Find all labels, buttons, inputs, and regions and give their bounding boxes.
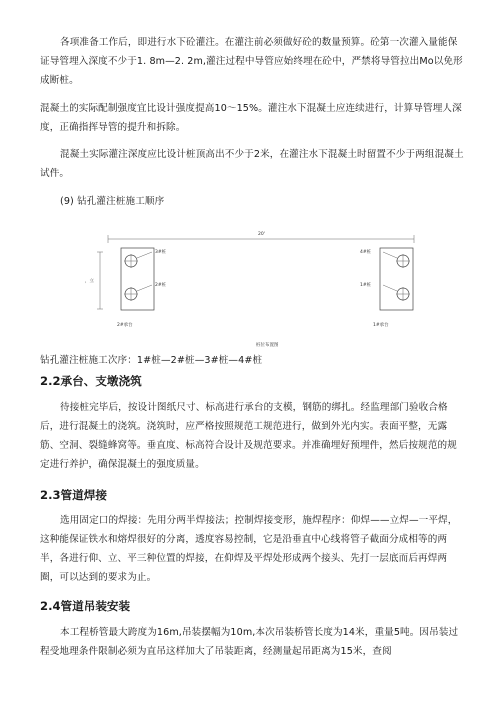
paragraph-hoisting: 本工程桥管最大跨度为16m,吊装摆幅为10m,本次吊装桥管长度为14米，重量5吨。因吊装过程受地理条件限制必须为直吊这样加大了吊装距离，经测量起吊距离为15米，查阅	[40, 627, 459, 657]
label-cap-1: 1#承台	[373, 323, 389, 328]
paragraph-cap-pour: 待接桩完毕后，按设计图纸尺寸、标高进行承台的支模，钢筋的绑扎。经监理部门验收合格后，进行混凝土的浇筑。浇筑时，应严格按照规范工规范进行，做到外光内实。表面平整，无露筋、空洞、裂缝蜂窝等。垂直度、标高符合设计及规范要求。并准确埋好预埋件，然后按规范的规定进行养护，确保混凝土的强度质量。	[40, 402, 457, 470]
heading-2-4: 2.4管道吊装安装	[40, 599, 131, 613]
label-pile-2: 2#桩	[155, 283, 167, 288]
top-dimension-label: 20'	[258, 232, 265, 237]
label-pile-1: 1#桩	[360, 283, 372, 288]
paragraph-pipe-weld: 选用固定口的焊接：先用分两半焊接法；控制焊接变形，施焊程序：仰焊——立焊—一平焊，这种能保证铁水和熔焊很好的分离，透度容易控制，它是沿垂直中心线将管子截面分成相等的两半，各进行仰、立、平三种位置的焊接，在仰焊及平焊处形成两个接头、先打一层底而后再焊两圈，可以达到的要求为止。	[40, 515, 458, 583]
label-cap-2: 2#承台	[117, 323, 133, 328]
diagram-caption: 桩位布置图	[256, 343, 279, 348]
paragraph-mix-strength: 混凝土的实际配制强度宜比设计强度提高10～15%。灌注水下混凝土应连续进行，计算导管埋人深度，正确指挥导管的提升和拆除。	[40, 103, 462, 133]
label-pile-3: 3#桩	[155, 250, 167, 255]
heading-2-2: 2.2承台、支墩浇筑	[40, 374, 142, 388]
label-pile-4: 4#桩	[360, 250, 372, 255]
pile-order-text: 钻孔灌注桩施工次序：1#桩—2#桩—3#桩—4#桩	[40, 355, 263, 366]
heading-2-3: 2.3管道焊接	[40, 488, 107, 502]
paragraph-sequence-title: (9) 钻孔灌注桩施工顺序	[60, 196, 165, 207]
pile-layout-diagram	[0, 222, 500, 352]
paragraph-pour-depth: 混凝土实际灌注深度应比设计桩顶高出不少于2米，在灌注水下混凝土时留置不少于两组混凝土试件。	[40, 149, 464, 179]
left-dimension-label: ，立	[85, 279, 94, 284]
paragraph-concrete-prep: 各项准备工作后，即进行水下砼灌注。在灌注前必须做好砼的数量预算。砼第一次灌入量能保证导管埋入深度不少于1. 8m—2. 2m,灌注过程中导管应始终埋在砼中，严禁将导管拉出Mo以免形成断桩。	[40, 37, 463, 86]
